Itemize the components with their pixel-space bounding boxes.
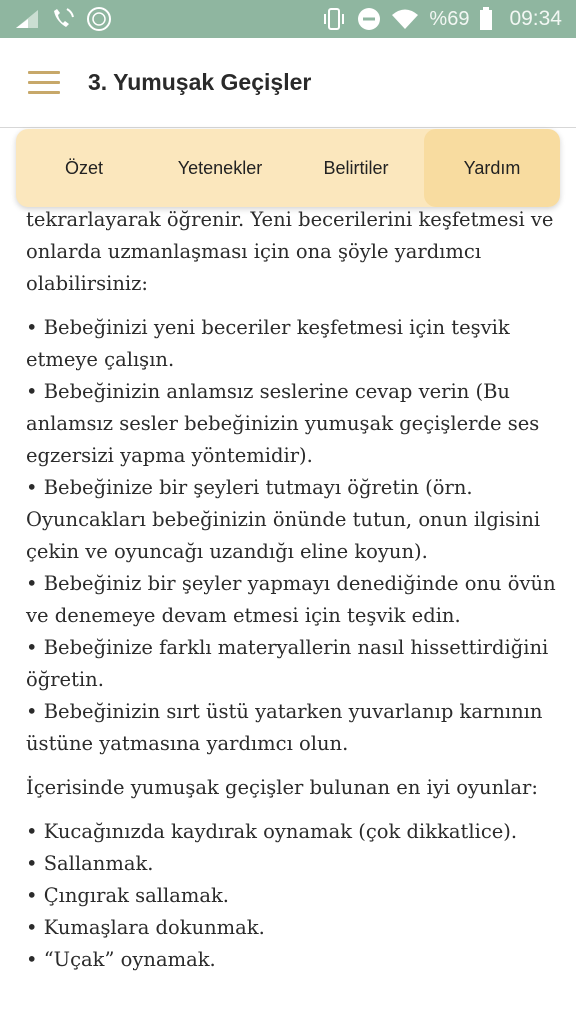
battery-icon — [479, 7, 493, 31]
wifi-icon — [391, 8, 419, 30]
status-right-icons — [321, 6, 562, 32]
list-item: • Bebeğinizin anlamsız seslerine cevap verin (Bu anlamsız sesler bebeğinizin yumuşak geçişlerde ses egzersizi yapma yöntemidir). — [26, 380, 540, 467]
list-item: • Çıngırak sallamak. — [26, 884, 229, 907]
tab-belirtiler[interactable]: Belirtiler — [323, 157, 389, 178]
tips-list — [26, 312, 556, 760]
list-item: • Kucağınızda kaydırak oynamak (çok dikkatlice). — [26, 820, 518, 843]
do-not-disturb-icon — [357, 7, 381, 31]
list-item: • Bebeğinizi yeni beceriler keşfetmesi için teşvik etmeye çalışın. — [26, 316, 510, 371]
status-left-icons — [14, 6, 112, 32]
list-item: • Bebeğinize farklı materyallerin nasıl hissettirdiğini öğretin. — [26, 636, 549, 691]
clock: 09:34 — [509, 7, 562, 30]
app-bar — [0, 38, 576, 128]
menu-icon[interactable] — [14, 53, 74, 113]
tab-yardim[interactable]: Yardım — [424, 129, 560, 207]
page-title: 3. Yumuşak Geçişler — [88, 69, 312, 95]
battery-percent: %69 — [429, 7, 470, 30]
games-list — [26, 816, 556, 976]
tab-yetenekler[interactable]: Yetenekler — [177, 157, 263, 178]
phone-vibrate-icon — [321, 6, 347, 32]
list-item: • Bebeğiniz bir şeyler yapmayı denediğinde onu övün ve denemeye devam etmesi için teşvik edin. — [26, 572, 556, 627]
wifi-call-icon — [50, 7, 76, 31]
intro-text: tekrarlayarak öğrenir. Yeni becerilerini keşfetmesi ve onlarda uzmanlaşması için ona şöyle yardımcı olabilirsiniz: — [26, 208, 554, 295]
list-item: • Sallanmak. — [26, 852, 154, 875]
signal-icon — [14, 8, 40, 30]
list-item: • Kumaşlara dokunmak. — [26, 916, 265, 939]
tab-ozet[interactable]: Özet — [64, 157, 103, 178]
list-item: • Bebeğinizin sırt üstü yatarken yuvarlanıp karnının üstüne yatmasına yardımcı olun. — [26, 700, 543, 755]
list-item: • “Uçak” oynamak. — [26, 948, 216, 971]
app-badge-icon — [86, 6, 112, 32]
article-content — [26, 190, 556, 988]
tab-bar — [16, 129, 560, 207]
list-item: • Bebeğinize bir şeyleri tutmayı öğretin (örn. Oyuncakları bebeğinizin önünde tutun, onun ilgisini çekin ve oyuncağı uzandığı eline koyun). — [26, 476, 541, 563]
games-heading: İçerisinde yumuşak geçişler bulunan en iyi oyunlar: — [26, 776, 538, 799]
status-bar — [0, 0, 576, 38]
